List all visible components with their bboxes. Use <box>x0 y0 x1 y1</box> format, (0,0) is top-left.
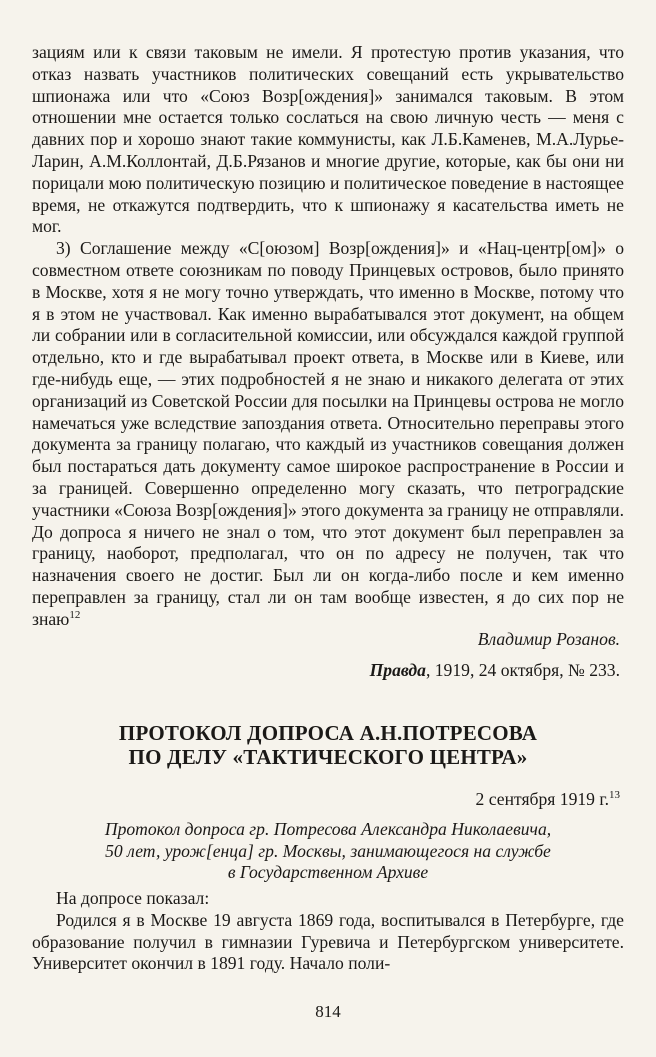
lead-line-1: Протокол допроса гр. Потресова Александра Николаевича, <box>104 819 552 839</box>
page-number: 814 <box>315 1002 341 1021</box>
section-heading <box>32 721 624 769</box>
document-date-text: 2 сентября 1919 г. <box>475 789 609 809</box>
source-citation <box>32 659 624 681</box>
signature: Владимир Розанов. <box>477 629 620 649</box>
heading-line-2: ПО ДЕЛУ «ТАКТИЧЕСКОГО ЦЕНТРА» <box>128 745 528 769</box>
source-details: , 1919, 24 октября, № 233. <box>425 660 620 680</box>
text-block-bottom <box>32 888 624 975</box>
paragraph-biography: Родился я в Москве 19 августа 1869 года, воспитывался в Петербурге, где образование получил в гимназии Гуревича и Петербургском университете. Университет окончил в 1891 году. Начало поли- <box>32 909 624 974</box>
lead-line-2: 50 лет, урож[енца] гр. Москвы, занимающегося на службе <box>105 840 551 861</box>
lead-block <box>32 819 624 884</box>
paragraph-testimony-intro: На допросе показал: <box>56 888 210 908</box>
paragraph-point-3-text: 3) Соглашение между «С[оюзом] Возр[ождения]» и «Нац-центр[ом]» о совместном ответе союзникам по поводу Принцевых островов, было принято в Москве, хотя я не могу точно утверждать, что именно в Москве, потому что я в этом не участвовал. Как именно вырабатывался этот документ, на общем ли собрании или в согласительной комиссии, или обсуждался каждой группой отдельно, кто и где вырабатывал проект ответа, в Москве или в Киеве, или где-нибудь еще, — этих подробностей я не знаю и никакого делегата от этих организаций из Советской России для посылки на Принцевы острова не могло намечаться уже вследствие запоздания ответа. Относительно переправы этого документа за границу полагаю, что каждый из участников совещания должен был постараться дать документу самое широкое распространение в России и за границей. Совершенно определенно могу сказать, что петроградские участники «Союза Возр[ождения]» этого документа за границу не отправляли. До допроса я ничего не знал о том, что этот документ был переправлен за границу, наоборот, предполагал, что он по адресу не получен, так что назначения своего не достиг. Был ли он когда-либо после и кем именно переправлен за границу, стал ли он там вообще известен, я до сих пор не знаю <box>32 238 624 629</box>
date-block <box>32 788 624 810</box>
signature-block <box>32 628 624 650</box>
text-block-top <box>32 42 624 631</box>
footnote-ref-13: 13 <box>609 789 620 802</box>
footnote-ref-12: 12 <box>69 608 81 621</box>
source-block <box>32 659 624 681</box>
paragraph-continuation: зациям или к связи таковым не имели. Я протестую против указания, что отказ назвать участников политических совещаний есть укрывательство шпионажа или что «Союз Возр[ождения]» занимался таковым. В этом отношении мне остается только сослаться на свою личную честь — меня с давних пор и хорошо знают такие коммунисты, как Л.Б.Каменев, М.А.Лурье-Ларин, А.М.Коллонтай, Д.Б.Рязанов и многие другие, которые, как бы они ни порицали мою политическую позицию и политическое поведение в настоящее время, не откажутся подтвердить, что к шпионажу я касательства иметь не мог. <box>32 42 624 237</box>
source-newspaper: Правда <box>369 660 426 680</box>
paragraph-point-3 <box>32 238 624 630</box>
lead-line-3: в Государственном Архиве <box>227 862 429 882</box>
heading-line-1: ПРОТОКОЛ ДОПРОСА А.Н.ПОТРЕСОВА <box>118 721 538 745</box>
document-date <box>32 788 624 810</box>
